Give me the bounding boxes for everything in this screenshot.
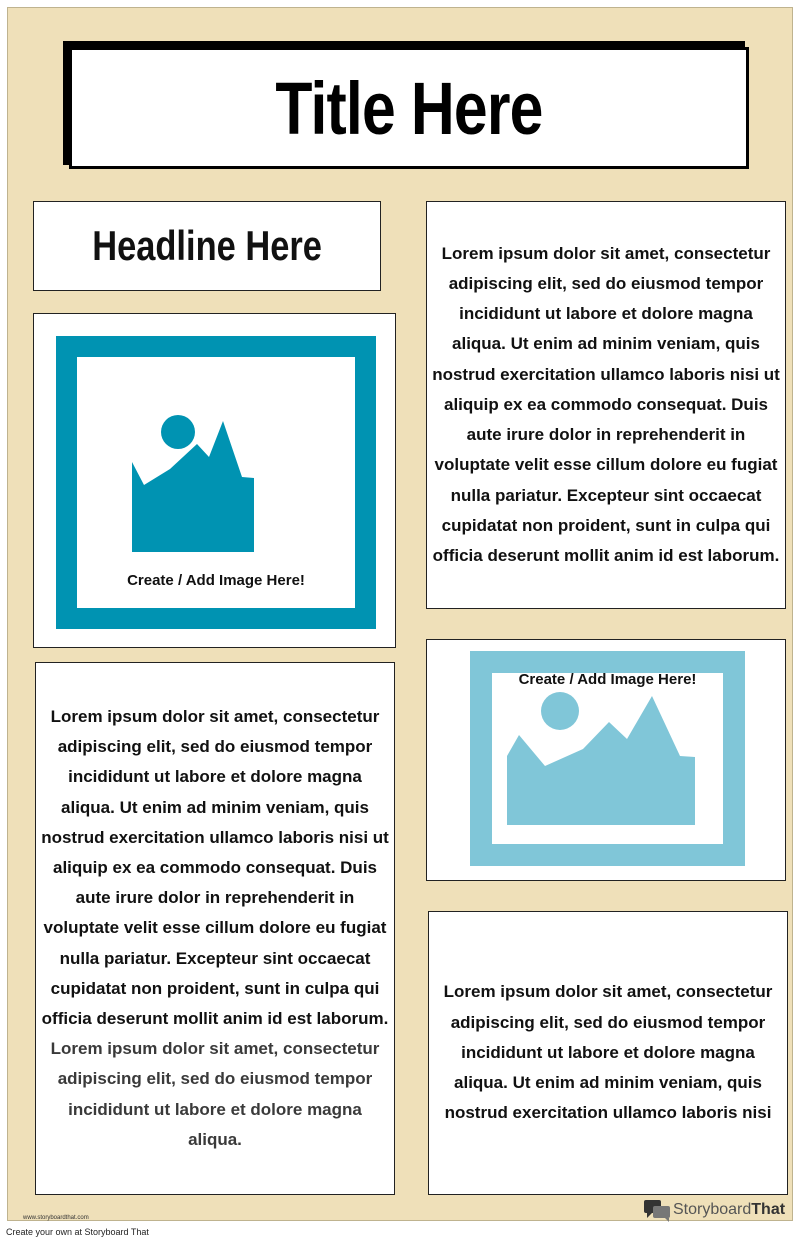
image-frame-2 [470,651,745,866]
image-placeholder-icon [507,691,702,825]
text-block-3[interactable] [428,911,788,1195]
logo-text-1: Storyboard [673,1201,752,1218]
text-block-1[interactable] [426,201,786,609]
image-caption-1: Create / Add Image Here! [127,572,305,589]
text-block-1-body: Lorem ipsum dolor sit amet, consectetur adipiscing elit, sed do eiusmod tempor incididunt ut labore et dolore magna aliqua. Ut enim ad minim veniam, quis nostrud exercitation ullamco laboris nisi ut aliquip ex ea commodo consequat. Duis aute irure dolor in reprehenderit in voluptate velit esse cillum dolore eu fugiat nulla pariatur. Excepteur sint occaecat cupidatat non proident, sunt in culpa qui officia deserunt mollit anim id est laborum. [432,243,780,565]
text-block-2-extra: Lorem ipsum dolor sit amet, consectetur adipiscing elit, sed do eiusmod tempor incididunt ut labore et dolore magna aliqua. [50,1039,380,1149]
text-block-2-body [40,702,390,1155]
footer-url[interactable]: www.storyboardthat.com [23,1215,89,1221]
page-title: Title Here [275,66,543,150]
headline-box[interactable] [33,201,381,291]
storyboardthat-logo[interactable] [643,1198,785,1222]
image-frame-1 [56,336,376,629]
poster-canvas [7,7,793,1221]
logo-text-2: That [751,1201,786,1218]
speech-bubbles-icon [643,1198,671,1222]
text-block-2-main: Lorem ipsum dolor sit amet, consectetur adipiscing elit, sed do eiusmod tempor incididunt ut labore et dolore magna aliqua. Ut enim ad minim veniam, quis nostrud exercitation ullamco laboris nisi ut aliquip ex ea commodo consequat. Duis aute irure dolor in reprehenderit in voluptate velit esse cillum dolore eu fugiat nulla pariatur. Excepteur sint occaecat cupidatat non proident, sunt in culpa qui officia deserunt mollit anim id est laborum. [41,706,389,1028]
image-placeholder-icon [132,412,300,552]
text-block-2[interactable] [35,662,395,1195]
title-box[interactable] [69,47,749,169]
image-caption-2: Create / Add Image Here! [518,671,697,688]
logo-text [673,1201,785,1219]
headline: Headline Here [92,222,322,269]
bottom-caption[interactable]: Create your own at Storyboard That [6,1227,149,1237]
image-placeholder-2[interactable] [426,639,786,881]
text-block-3-body: Lorem ipsum dolor sit amet, consectetur adipiscing elit, sed do eiusmod tempor incididunt ut labore et dolore magna aliqua. Ut enim ad minim veniam, quis nostrud exercitation ullamco laboris nisi [443,982,773,1123]
image-placeholder-1[interactable] [33,313,396,648]
